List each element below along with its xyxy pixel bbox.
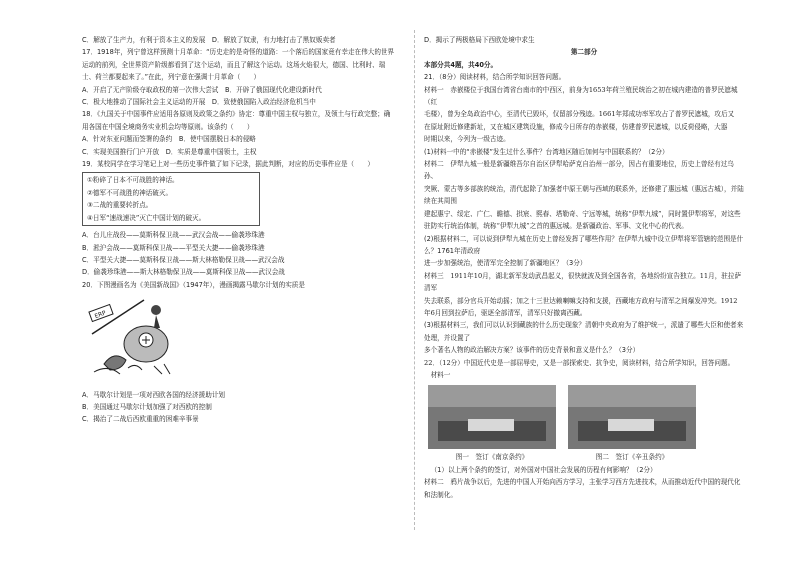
material-line: 建起惠宁、绥定、广仁、瞻德、拱宸、熙春、塔勒奇、宁远等城，统称“伊犁九城”，同时置伊犁将军，对这些	[424, 209, 741, 218]
text-line: 运动的前列，全世界资产阶级都看到了这个运动，而且了解这个运动。这场火焰很大，德国、比利时、瑞	[82, 60, 386, 69]
right-column	[424, 34, 744, 501]
sub-question: (1)材料一中的“赤嵌楼”发生过什么事件？台湾地区随后加何与中国联系的？（2分）	[424, 147, 669, 156]
option-c: C．平型关大捷——莫斯科保卫战——斯大林格勒保卫战——武汉会战	[82, 255, 285, 264]
question-17: 17．1918年，列宁曾这样预测十月革命：“历史走的是奇怪的道路：一个落后的国家竟有幸走在伟大的世界	[82, 48, 395, 57]
material-line: 在原址附近修建新址，又在城区建筑设施，修成今日所存的赤嵌楼，仿建普罗民遮城，以反荷侵略，大器	[424, 122, 728, 131]
text-line: C．解放了生产力，有利于资本主义的发展 D．解放了奴隶，有力地打击了黑奴贩卖者	[82, 36, 336, 44]
option-d: D．偷袭珍珠港——斯大林格勒保卫战——莫斯科保卫战——武汉会战	[82, 268, 285, 277]
material-line: 突厥、蒙古等多部族的统治，清代起除了加强者中原王朝与西域的联系外，还修建了惠远城（惠远古城），并陆续在其周围	[424, 184, 744, 206]
cartoon-image	[84, 294, 180, 380]
sub-question: (2)根据材料二，可以说到伊犁九城在历史上曾经发挥了哪些作用？在伊犁九城中设立伊犁将军管辖的范围是什么？1761年清政府	[424, 234, 744, 255]
part-note: 本部分共4题，共40分。	[424, 60, 498, 69]
note-item: ③二战的重要转折点。	[87, 201, 153, 210]
photo-caption: 图一 签订《南京条约》	[455, 453, 529, 462]
material-line: 材料二 伊犁九城一般是新疆维吾尔自治区伊犁哈萨克自治州一部分，因占有重要地位，历史上曾经有过乌孙、	[424, 160, 734, 181]
question-18: 18．《九国关于中国事件应适用各原则及政策之条约》协定：尊重中国主权与独立，及领土与行政完整；确	[82, 110, 391, 119]
material-line: 失去联系，部分官兵开始动摇；加之十三世达赖喇嘛支持和支援，西藏地方政府与清军之间爆发冲突。1912	[424, 296, 738, 305]
option-c: C．揭治了二战后西欧重重的困难辛事景	[82, 415, 199, 424]
photo-row	[428, 385, 744, 449]
sub-question: （1）以上两个条约的签订，对外国对中国社会发展的历程有何影响？（2分）	[430, 465, 657, 474]
sub-question: 多个著名人物的政治解决方案？该事件的历史背景和意义是什么？（3分）	[424, 346, 640, 355]
text-line: 士、荷兰都要起来了。”在此，列宁意在强调十月革命（ ）	[82, 73, 261, 82]
column-divider	[414, 30, 415, 530]
option-b: B．淞沪会战——莫斯科保卫战——平型关大捷——偷袭珍珠港	[82, 243, 265, 252]
material-line: 材料三 1911年10月，湖北新军发动武昌起义，很快就波及到全国各省，各地纷纷宣告独立。11月，驻拉萨清军	[424, 271, 742, 293]
material-line: 毛楼），曾为全岛政治中心，至清代已毁坏，仅留部分残迹。1661年郑成功率军攻占了普罗民遮城，攻后又	[424, 110, 735, 119]
material-label: 材料一	[430, 370, 451, 379]
note-item: ④日军“速战速决”灭亡中国计划的破灭。	[87, 213, 206, 222]
notes-box	[82, 172, 260, 226]
cartoon-sign-text: ERP	[93, 309, 108, 321]
text-line: 用各国在中国全境商务实业机会均等原则。该条约（ ）	[82, 122, 254, 131]
question-22: 22．（12分）中国近代史是一部屈辱史，又是一部探索史、抗争史，阅读材料，结合所学知识，回答问题。	[424, 358, 735, 367]
option-line: C．极大地推动了国际社会主义运动的开展 D．致使俄国陷入政治经济危机当中	[82, 98, 316, 107]
note-item: ②德军不可战胜的神话破灭。	[87, 188, 173, 197]
option-b: B．美国通过马歇尔计划加强了对西欧的控制	[82, 402, 212, 411]
photo-captions	[428, 451, 744, 463]
material-line: 材料一 赤嵌楼位于我国台湾省台南市的中西区，前身为1653年荷兰殖民统治之初在城内建造的普罗民遮城（红	[424, 85, 738, 107]
photo-caption: 图二 签订《辛丑条约》	[595, 453, 669, 462]
option-a: A．马歇尔计划是一项对西欧各国的经济援助计划	[82, 390, 225, 399]
photo-xinchou-treaty	[568, 385, 696, 449]
sub-question: 进一步加强统治，使清军完全控制了新疆地区？（3分）	[424, 259, 587, 268]
question-19: 19．某校同学在学习笔记上对一些历史事件做了如下记录，据此判断，对应的历史事件应是（ ）	[82, 160, 374, 169]
material-line: 年6月回到拉萨后，驱逐全部清军，清军只好撤离西藏。	[424, 308, 587, 317]
question-21: 21．（8分）阅读材料，结合所学知识回答问题。	[424, 73, 566, 82]
material-line: 驻防实行统治体制，统称“伊犁九城”之首的惠远城。是新疆政治、军事、文化中心的代表。	[424, 222, 688, 231]
sub-question: (3)根据材料三，我们可以认识到藏族的什么历史现象？清朝中央政府为了维护统一，派遣了哪些大臣和使者来处理，并设置了	[424, 321, 744, 342]
material-line: 时期以来，今列为一级古迹。	[424, 135, 510, 144]
material-line: 材料二 鸦片战争以后，先进的中国人开始向西方学习，主张学习西方先进技术，从而推动近代中国的现代化和法制化。	[424, 478, 741, 499]
option-line: A．开启了无产阶级夺取政权的第一次伟大尝试 B．开辟了俄国现代化建设新时代	[82, 85, 322, 94]
option-line: A．针对东亚问题而签署的条约 B．使中国摆脱日本的侵略	[82, 135, 256, 144]
note-item: ①粉碎了日本不可战胜的神话。	[87, 176, 179, 185]
option-d: D．揭示了两极格局下西欧处境中求生	[424, 36, 535, 44]
left-column	[82, 34, 404, 426]
question-20: 20．下图漫画名为《美国新战国》（1947年），漫画揭露马歇尔计划的实质是	[82, 280, 305, 289]
option-line: C．实现美国推行门户开放 D．实质是尊重中国领土，主权	[82, 147, 257, 156]
photo-nanjing-treaty	[428, 385, 556, 449]
option-a: A．台儿庄战役——莫斯科保卫战——武汉会战——偷袭珍珠港	[82, 231, 265, 240]
part-title: 第二部分	[570, 48, 598, 57]
